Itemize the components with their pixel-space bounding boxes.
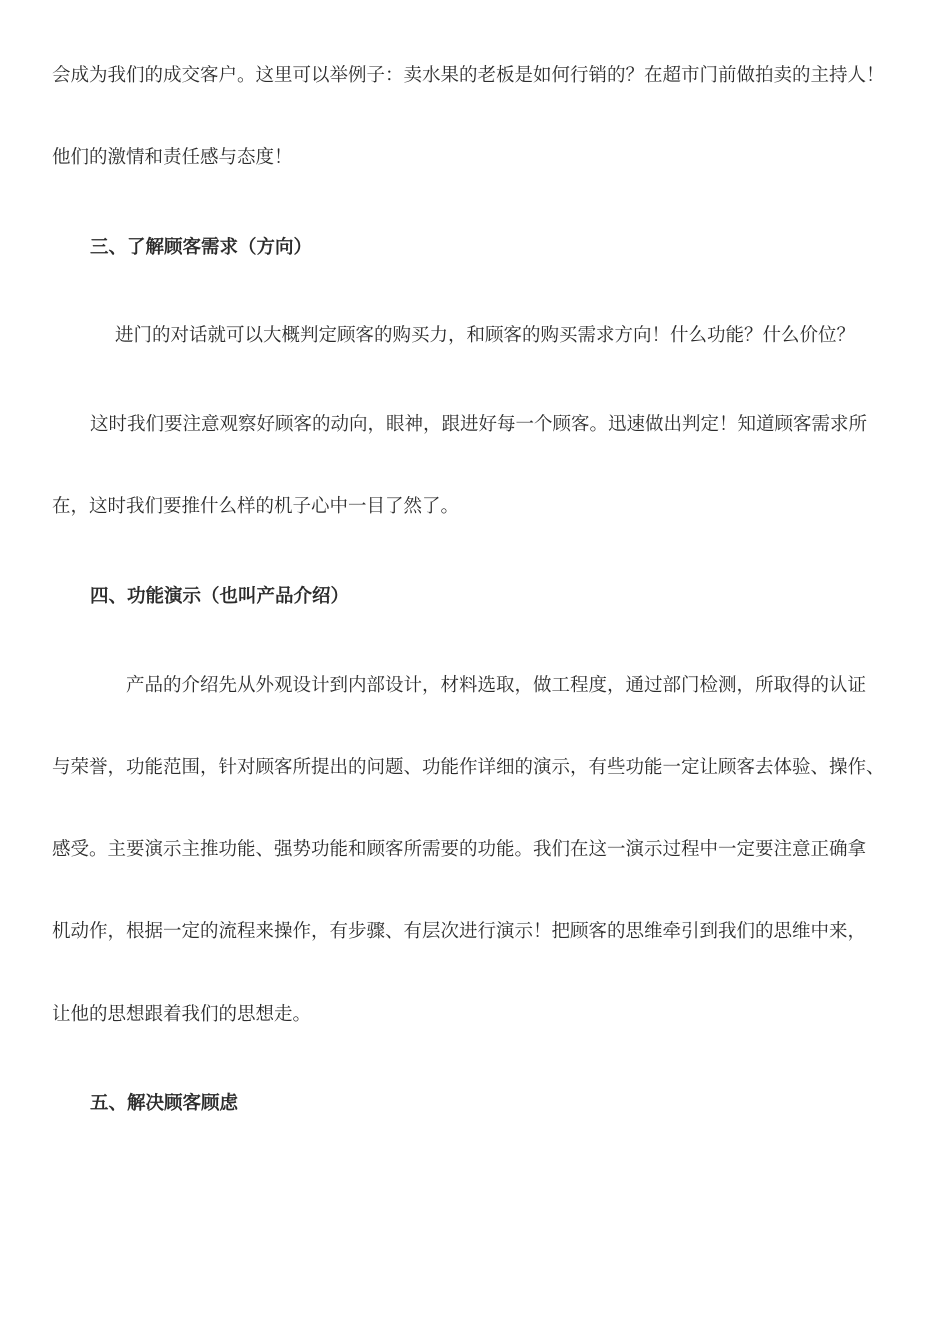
section-heading: 三、了解顾客需求（方向） — [90, 237, 313, 258]
paragraph-line: 让他的思想跟着我们的思想走。 — [52, 1004, 312, 1025]
paragraph-line: 会成为我们的成交客户。这里可以举例子：卖水果的老板是如何行销的？在超市门前做拍卖的主持人！ — [52, 65, 885, 86]
paragraph-line: 在，这时我们要推什么样的机子心中一目了然了。 — [52, 496, 460, 517]
paragraph-line: 进门的对话就可以大概判定顾客的购买力，和顾客的购买需求方向！什么功能？什么价位？ — [115, 325, 856, 346]
section-heading: 四、功能演示（也叫产品介绍） — [90, 586, 350, 607]
paragraph-line: 他们的激情和责任感与态度！ — [52, 147, 293, 168]
paragraph-line: 这时我们要注意观察好顾客的动向，眼神，跟进好每一个顾客。迅速做出判定！知道顾客需求所 — [90, 414, 868, 435]
paragraph-line: 感受。主要演示主推功能、强势功能和顾客所需要的功能。我们在这一演示过程中一定要注意正确拿 — [52, 839, 867, 860]
paragraph-line: 与荣誉，功能范围，针对顾客所提出的问题、功能作详细的演示，有些功能一定让顾客去体验、操作、 — [52, 757, 885, 778]
paragraph-line: 产品的介绍先从外观设计到内部设计，材料选取，做工程度，通过部门检测，所取得的认证 — [126, 675, 867, 696]
paragraph-line: 机动作，根据一定的流程来操作，有步骤、有层次进行演示！把顾客的思维牵引到我们的思维中来， — [52, 921, 867, 942]
section-heading: 五、解决顾客顾虑 — [90, 1093, 239, 1114]
